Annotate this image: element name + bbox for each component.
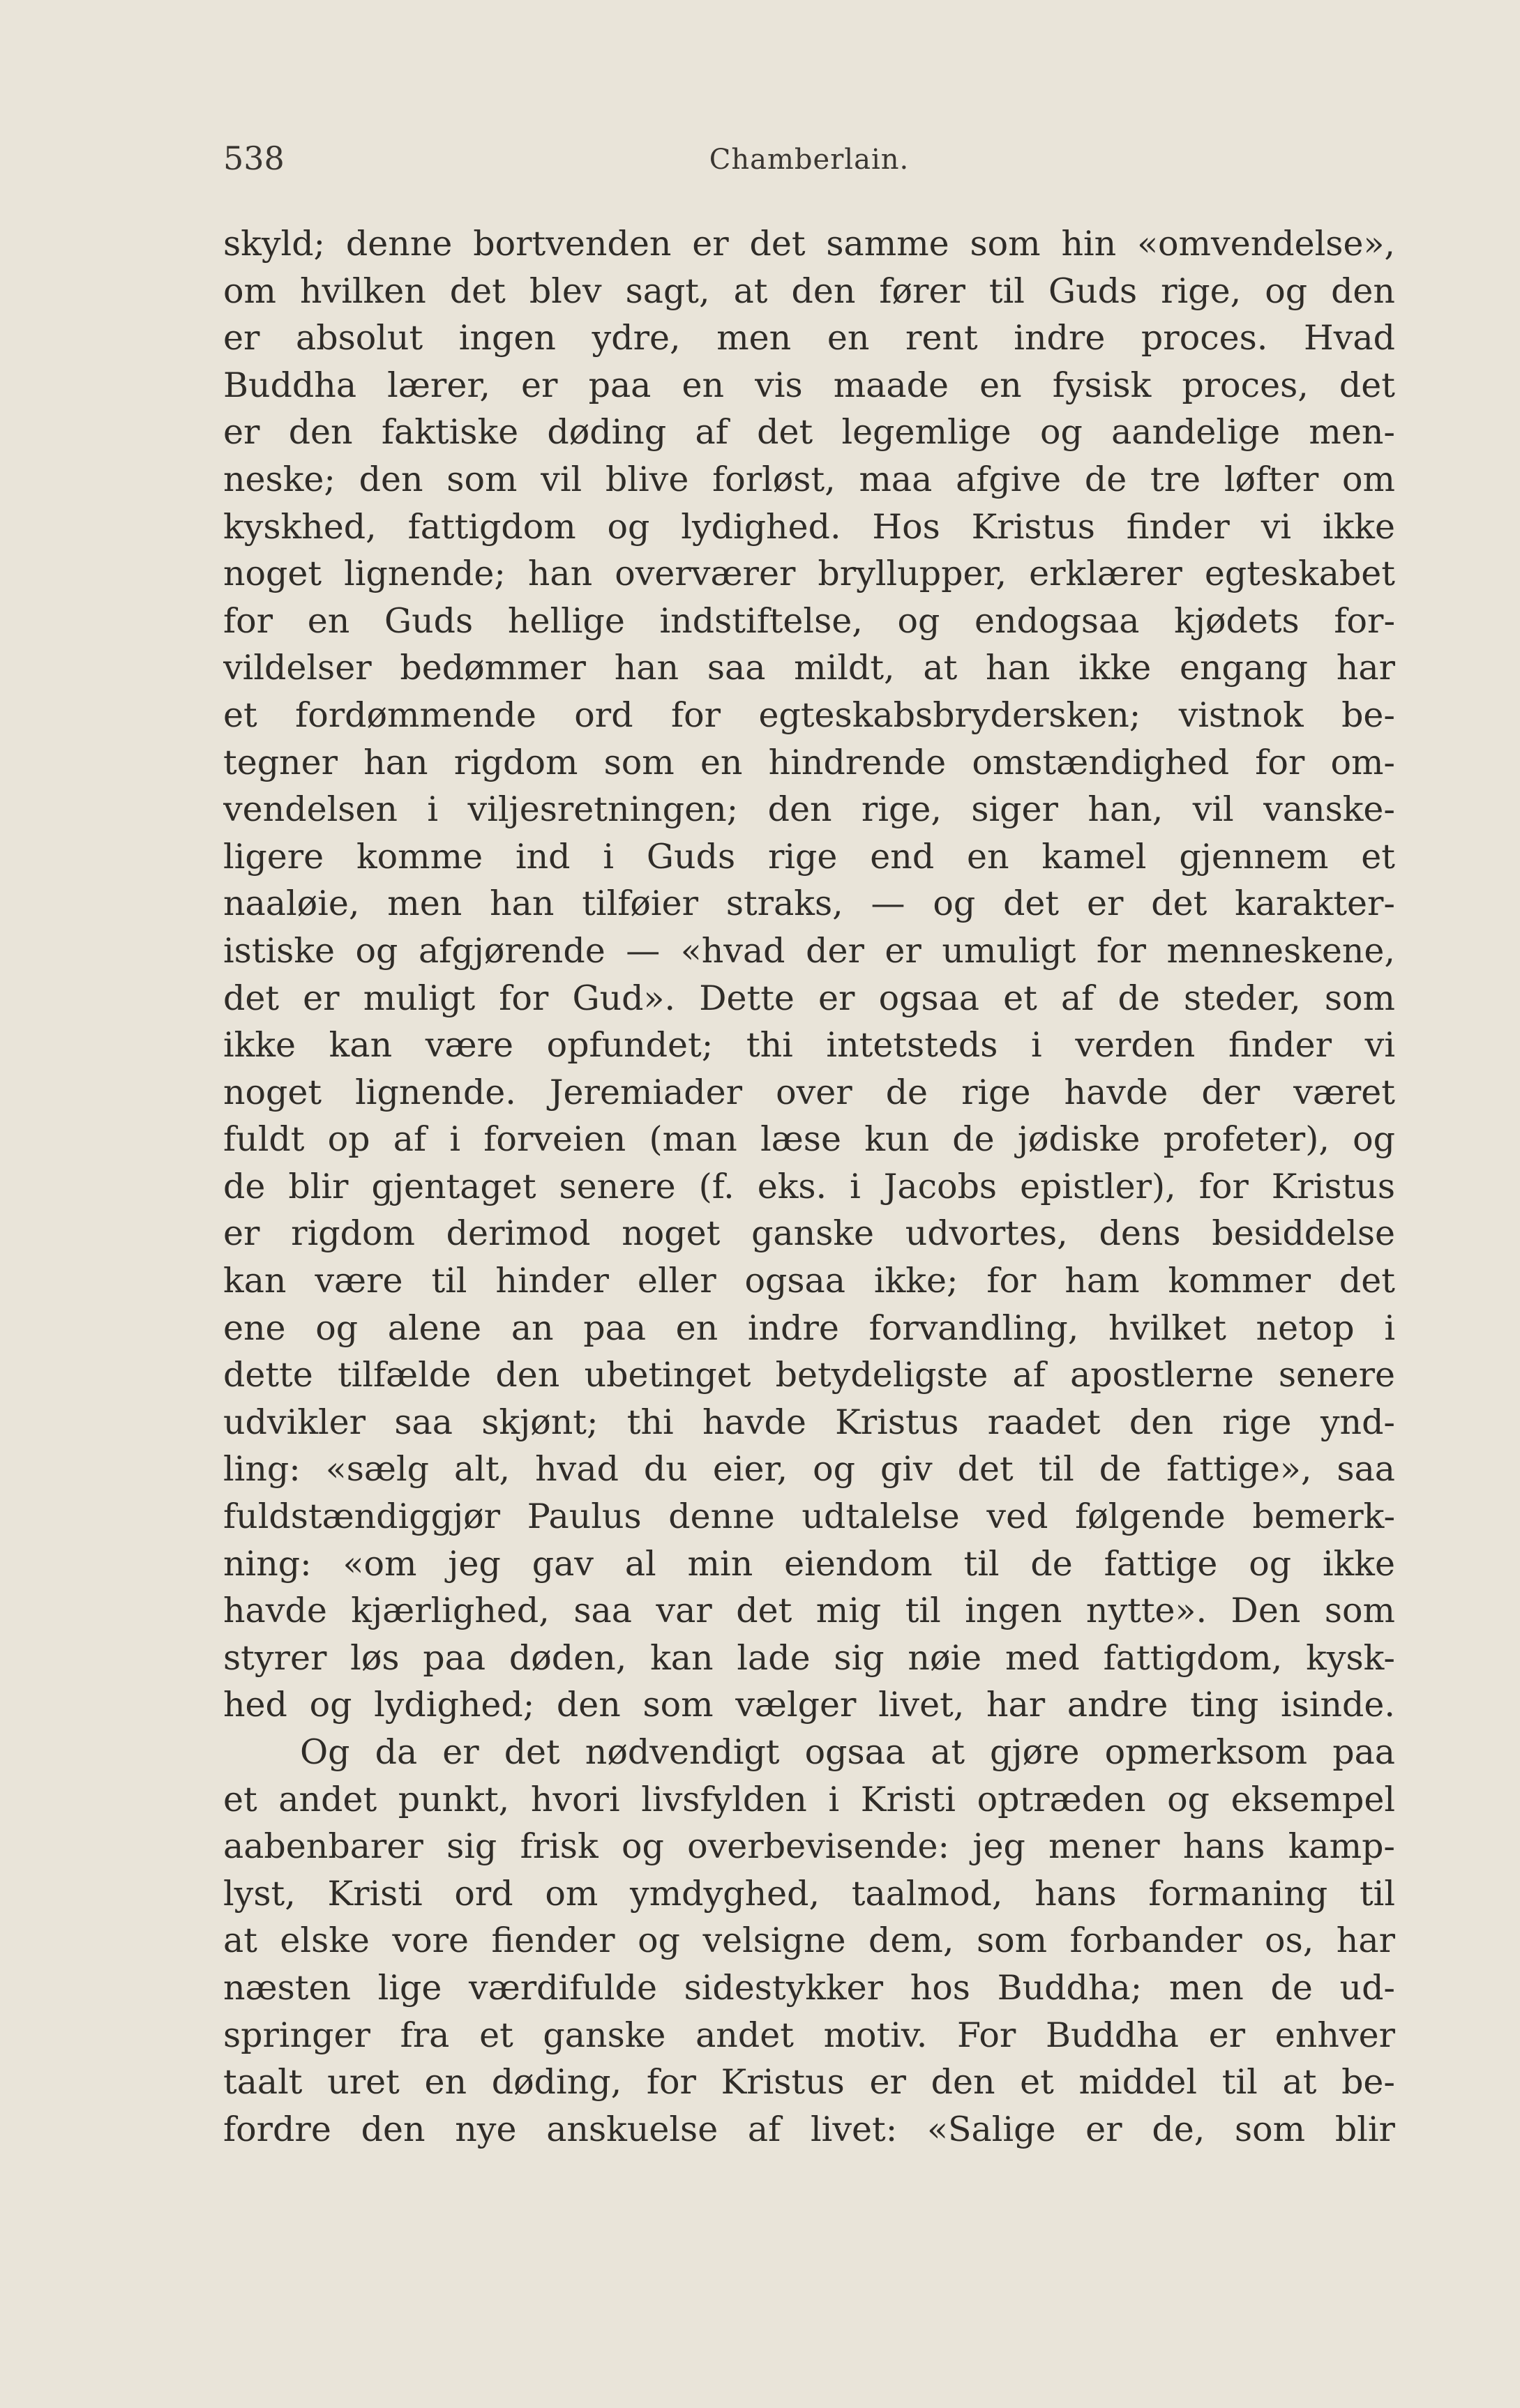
text-line: naaløie, men han tilføier straks, — og det er det karakter- bbox=[223, 884, 1395, 924]
text-line: ikke kan være opfundet; thi intetsteds i verden finder vi bbox=[223, 1025, 1395, 1066]
text-line: dette tilfælde den ubetinget betydeligste af apostlerne senere bbox=[223, 1355, 1395, 1395]
text-line: næsten lige værdifulde sidestykker hos Buddha; men de ud- bbox=[223, 1967, 1395, 2008]
text-line: Buddha lærer, er paa en vis maade en fysisk proces, det bbox=[223, 365, 1395, 405]
page-header bbox=[223, 139, 1395, 181]
text-line: kyskhed, fattigdom og lydighed. Hos Kristus finder vi ikke bbox=[223, 506, 1395, 547]
text-line: det er muligt for Gud». Dette er ogsaa et af de steder, som bbox=[223, 978, 1395, 1018]
text-line: ene og alene an paa en indre forvandling, hvilket netop i bbox=[223, 1308, 1395, 1348]
text-line: kan være til hinder eller ogsaa ikke; for ham kommer det bbox=[223, 1261, 1395, 1301]
text-line: om hvilken det blev sagt, at den fører til Guds rige, og den bbox=[223, 271, 1395, 311]
page-number: 538 bbox=[223, 139, 285, 177]
text-line: at elske vore fiender og velsigne dem, som forbander os, har bbox=[223, 1921, 1395, 1961]
paragraph-first-line: Og da er det nødvendigt ogsaa at gjøre opmerksom paa bbox=[300, 1732, 1395, 1772]
text-line: fordre den nye anskuelse af livet: «Salige er de, som blir bbox=[223, 2109, 1395, 2149]
body-text bbox=[223, 220, 1395, 2153]
text-line: noget lignende. Jeremiader over de rige havde der været bbox=[223, 1072, 1395, 1112]
text-line: udvikler saa skjønt; thi havde Kristus raadet den rige ynd- bbox=[223, 1402, 1395, 1442]
text-line: noget lignende; han overværer bryllupper, erklærer egteskabet bbox=[223, 554, 1395, 594]
text-line: for en Guds hellige indstiftelse, og endogsaa kjødets for- bbox=[223, 600, 1395, 641]
text-line: fuldt op af i forveien (man læse kun de jødiske profeter), og bbox=[223, 1119, 1395, 1160]
text-line: er rigdom derimod noget ganske udvortes, dens besiddelse bbox=[223, 1213, 1395, 1254]
text-line: de blir gjentaget senere (f. eks. i Jacobs epistler), for Kristus bbox=[223, 1166, 1395, 1206]
text-line: aabenbarer sig frisk og overbevisende: jeg mener hans kamp- bbox=[223, 1826, 1395, 1867]
text-line: styrer løs paa døden, kan lade sig nøie med fattigdom, kysk- bbox=[223, 1637, 1395, 1678]
text-line: et andet punkt, hvori livsfylden i Kristi optræden og eksempel bbox=[223, 1779, 1395, 1819]
text-line: hed og lydighed; den som vælger livet, har andre ting isinde. bbox=[223, 1685, 1395, 1725]
text-line: er den faktiske døding af det legemlige og aandelige men- bbox=[223, 412, 1395, 453]
text-line: neske; den som vil blive forløst, maa afgive de tre løfter om bbox=[223, 459, 1395, 499]
running-title: Chamberlain. bbox=[709, 144, 910, 176]
text-line: springer fra et ganske andet motiv. For Buddha er enhver bbox=[223, 2015, 1395, 2055]
text-line: fuldstændiggjør Paulus denne udtalelse ved følgende bemerk- bbox=[223, 1497, 1395, 1537]
text-line: vildelser bedømmer han saa mildt, at han ikke engang har bbox=[223, 648, 1395, 688]
text-line: istiske og afgjørende — «hvad der er umuligt for menneskene, bbox=[223, 930, 1395, 971]
text-line: taalt uret en døding, for Kristus er den et middel til at be- bbox=[223, 2062, 1395, 2103]
text-line: lyst, Kristi ord om ymdyghed, taalmod, hans formaning til bbox=[223, 1873, 1395, 1914]
text-line: er absolut ingen ydre, men en rent indre proces. Hvad bbox=[223, 318, 1395, 358]
text-line: ligere komme ind i Guds rige end en kamel gjennem et bbox=[223, 836, 1395, 877]
text-line: ling: «sælg alt, hvad du eier, og giv det til de fattige», saa bbox=[223, 1449, 1395, 1490]
text-line: tegner han rigdom som en hindrende omstændighed for om- bbox=[223, 742, 1395, 782]
text-line: ning: «om jeg gav al min eiendom til de fattige og ikke bbox=[223, 1543, 1395, 1584]
text-line: skyld; denne bortvenden er det samme som hin «omvendelse», bbox=[223, 224, 1395, 264]
text-line: et fordømmende ord for egteskabsbrydersken; vistnok be- bbox=[223, 695, 1395, 735]
text-line: havde kjærlighed, saa var det mig til ingen nytte». Den som bbox=[223, 1591, 1395, 1631]
text-line: vendelsen i viljesretningen; den rige, siger han, vil vanske- bbox=[223, 789, 1395, 830]
